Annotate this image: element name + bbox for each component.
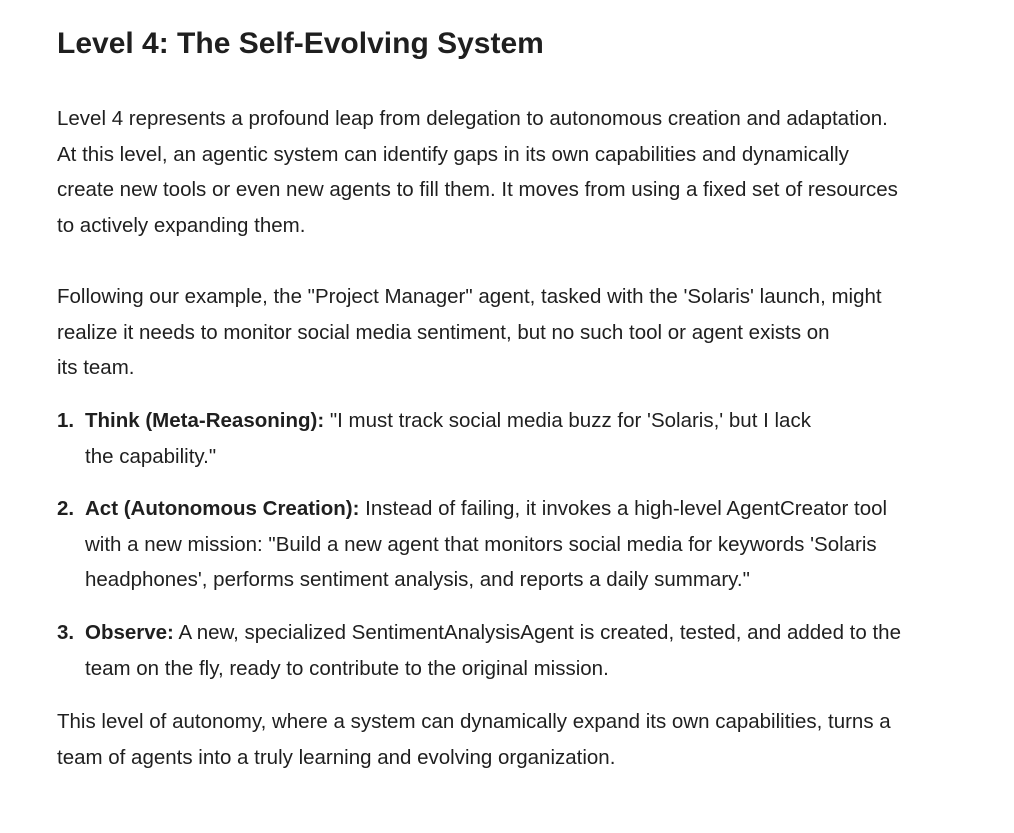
list-item-title: Observe: xyxy=(85,621,174,644)
list-item-line: with a new mission: "Build a new agent that monitors social media for keywords 'Solaris xyxy=(85,532,877,556)
intro-line: create new tools or even new agents to fill them. It moves from using a fixed set of resources xyxy=(57,178,898,201)
list-item-number: 1. xyxy=(57,409,75,432)
example-line: its team. xyxy=(57,356,135,379)
list-item-body xyxy=(85,615,901,686)
list-item-line: headphones', performs sentiment analysis, and reports a daily summary." xyxy=(85,568,750,591)
list-item-line: the capability." xyxy=(85,444,217,468)
list-item-body xyxy=(85,491,887,598)
list-item-line: team on the fly, ready to contribute to the original mission. xyxy=(85,656,609,680)
intro-line: At this level, an agentic system can identify gaps in its own capabilities and dynamically xyxy=(57,142,849,166)
intro-line: to actively expanding them. xyxy=(57,213,306,237)
intro-line: Level 4 represents a profound leap from delegation to autonomous creation and adaptation. xyxy=(57,107,888,130)
list-item-first-line xyxy=(85,491,887,527)
list-item-text: A new, specialized SentimentAnalysisAgent is created, tested, and added to the xyxy=(173,621,901,644)
list-item-body xyxy=(85,403,811,474)
example-line: Following our example, the "Project Manager" agent, tasked with the 'Solaris' launch, might xyxy=(57,285,882,308)
conclusion-line: This level of autonomy, where a system can dynamically expand its own capabilities, turns a xyxy=(57,710,891,733)
list-item-title: Act (Autonomous Creation): xyxy=(85,497,360,520)
list-item-text: "I must track social media buzz for 'Solaris,' but I lack xyxy=(324,409,811,432)
list-item-number: 2. xyxy=(57,497,75,520)
list-item-number: 3. xyxy=(57,621,75,644)
list-item-text: Instead of failing, it invokes a high-level AgentCreator tool xyxy=(359,497,888,520)
conclusion-paragraph xyxy=(57,704,891,775)
list-item-title: Think (Meta-Reasoning): xyxy=(85,409,325,432)
example-line: realize it needs to monitor social media sentiment, but no such tool or agent exists on xyxy=(57,320,830,344)
example-paragraph xyxy=(57,279,882,386)
list-item-first-line xyxy=(85,615,901,651)
conclusion-line: team of agents into a truly learning and evolving organization. xyxy=(57,745,616,769)
list-item-first-line xyxy=(85,403,811,439)
intro-paragraph xyxy=(57,101,898,243)
page-title: Level 4: The Self-Evolving System xyxy=(57,27,544,60)
